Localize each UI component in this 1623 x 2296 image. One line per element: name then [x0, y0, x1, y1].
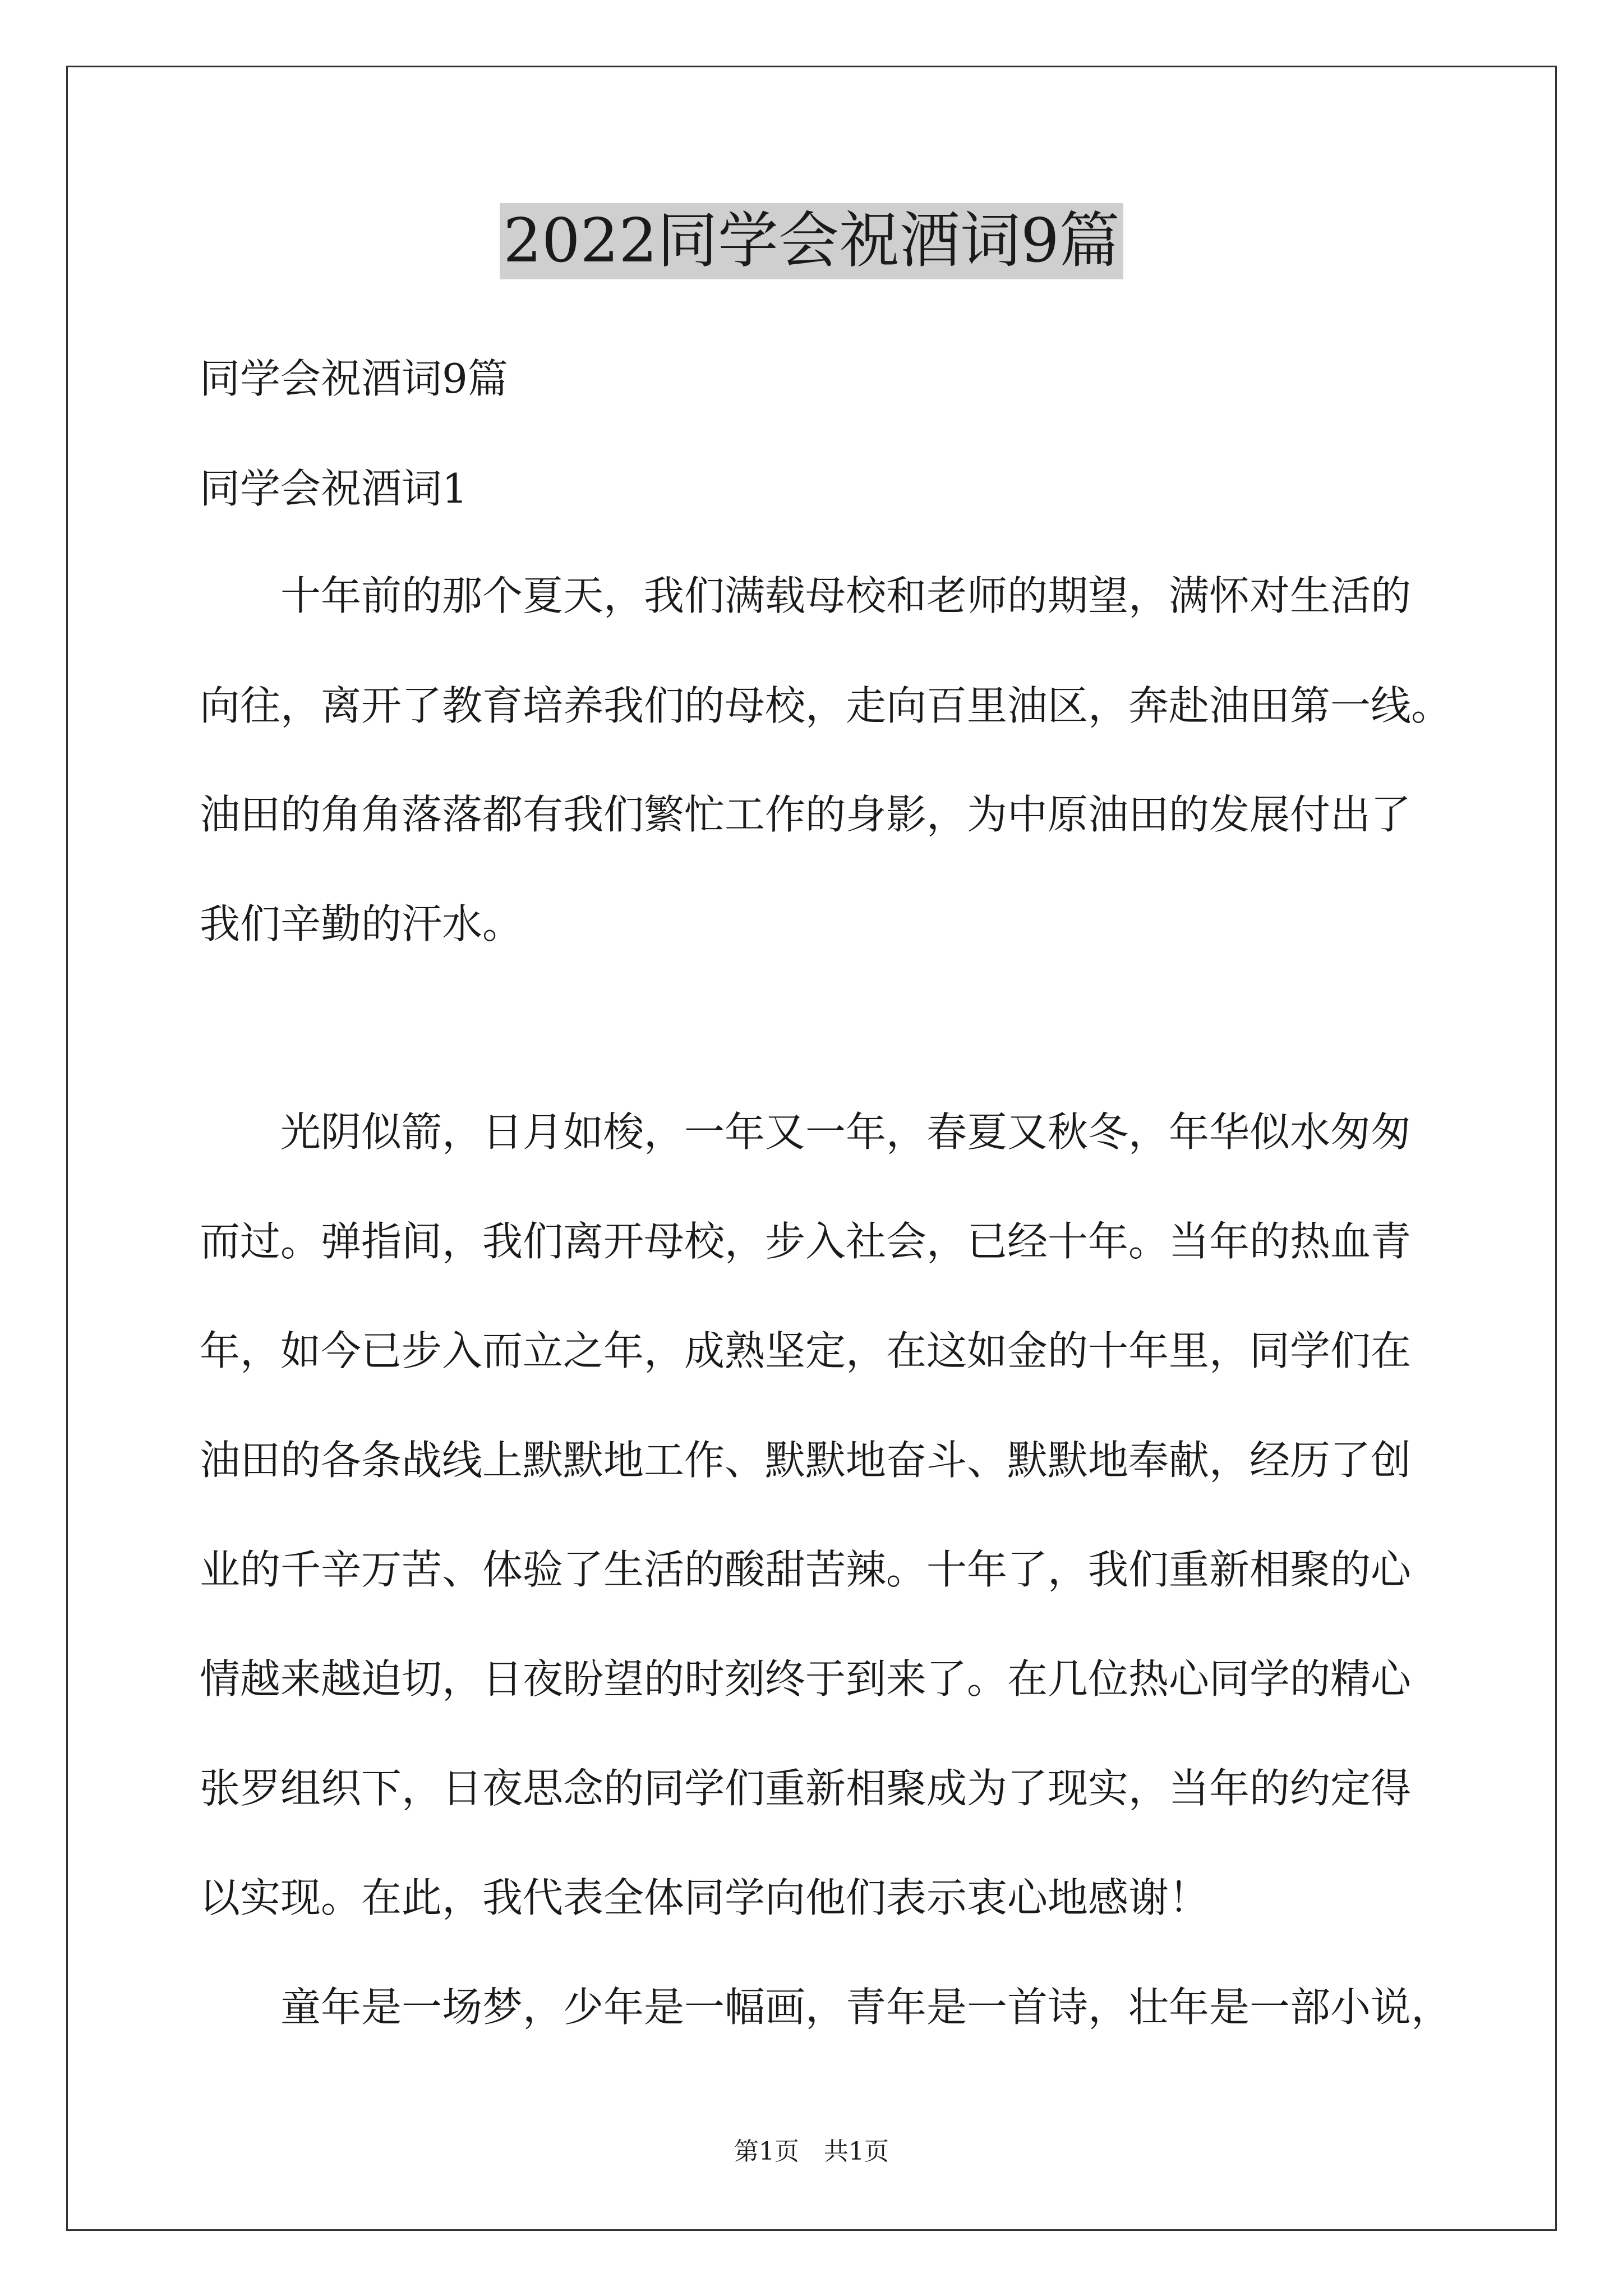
document-title: 2022同学会祝酒词9篇 — [500, 203, 1123, 279]
paragraph-line: 十年前的那个夏天，我们满载母校和老师的期望，满怀对生活的 — [200, 572, 1412, 619]
paragraph-line: 张罗组织下，日夜思念的同学们重新相聚成为了现实，当年的约定得 — [200, 1765, 1412, 1812]
paragraph-line: 年，如今已步入而立之年，成熟坚定，在这如金的十年里，同学们在 — [200, 1327, 1412, 1374]
section-heading: 同学会祝酒词1 — [200, 465, 468, 512]
paragraph-line: 童年是一场梦，少年是一幅画，青年是一首诗，壮年是一部小说， — [200, 1984, 1452, 2031]
paragraph-line: 业的千辛万苦、体验了生活的酸甜苦辣。十年了，我们重新相聚的心 — [200, 1546, 1412, 1593]
title-container — [0, 203, 1623, 279]
paragraph-line: 油田的角角落落都有我们繁忙工作的身影，为中原油田的发展付出了 — [200, 791, 1412, 838]
paragraph-line: 我们辛勤的汗水。 — [200, 900, 523, 947]
page-footer: 第1页 共1页 — [734, 2137, 889, 2166]
paragraph-line: 而过。弹指间，我们离开母校，步入社会，已经十年。当年的热血青 — [200, 1218, 1412, 1265]
document-subtitle: 同学会祝酒词9篇 — [200, 355, 508, 402]
paragraph-line: 以实现。在此，我代表全体同学向他们表示衷心地感谢！ — [200, 1874, 1210, 1921]
paragraph-line: 情越来越迫切，日夜盼望的时刻终于到来了。在几位热心同学的精心 — [200, 1655, 1412, 1703]
paragraph-line: 油田的各条战线上默默地工作、默默地奋斗、默默地奉献，经历了创 — [200, 1437, 1412, 1484]
paragraph-line: 光阴似箭，日月如梭，一年又一年，春夏又秋冬，年华似水匆匆 — [200, 1108, 1412, 1156]
paragraph-line: 向往，离开了教育培养我们的母校，走向百里油区，奔赴油田第一线。 — [200, 682, 1452, 729]
